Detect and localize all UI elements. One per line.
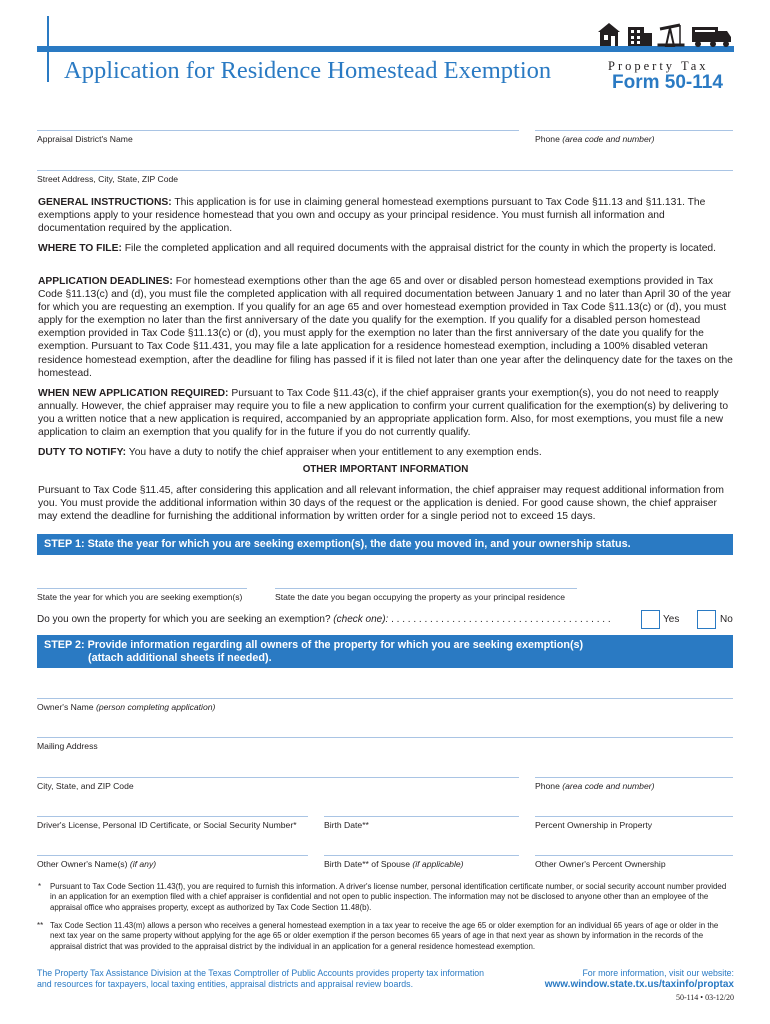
occupancy-date-label: State the date you began occupying the property as your principal residence: [275, 592, 565, 602]
step1-header: STEP 1: State the year for which you are seeking exemption(s), the date you moved in, and your ownership status.: [37, 534, 733, 555]
header-icons: [596, 19, 734, 49]
general-instructions: GENERAL INSTRUCTIONS: This application is for use in claiming general homestead exemptions pursuant to Tax Code §11.13 and §11.131. The exemptions apply to your residence homestead that you own and occupy as your principal residence. You must furnish all information and documentation required by the application.: [38, 197, 706, 235]
exemption-year-label: State the year for which you are seeking exemption(s): [37, 592, 243, 602]
mailing-address-line[interactable]: [37, 737, 733, 738]
footnote-1-marker: *: [38, 882, 42, 891]
form-title: Application for Residence Homestead Exemption: [64, 57, 552, 84]
oil-pump-icon: [658, 25, 684, 46]
appraisal-district-line[interactable]: [37, 130, 519, 131]
owner-phone-label: Phone (area code and number): [535, 781, 655, 791]
own-no-label: No: [720, 614, 733, 625]
appraisal-district-label: Appraisal District's Name: [37, 134, 133, 144]
percent-ownership-line[interactable]: [535, 816, 733, 817]
form-revision-code: 50-114 • 03-12/20: [675, 993, 734, 1002]
city-state-zip-line[interactable]: [37, 777, 519, 778]
owner-name-line[interactable]: [37, 698, 733, 699]
footer-website-link[interactable]: www.window.state.tx.us/taxinfo/proptax: [544, 979, 734, 990]
occupancy-date-line[interactable]: [275, 588, 577, 589]
mailing-address-label: Mailing Address: [37, 741, 98, 751]
own-yes-checkbox[interactable]: [641, 610, 660, 629]
house-icon: [598, 23, 620, 46]
street-address-label: Street Address, City, State, ZIP Code: [37, 174, 179, 184]
birth-date-line[interactable]: [324, 816, 519, 817]
office-building-icon: [628, 27, 652, 46]
form-number: Form 50-114: [612, 72, 723, 93]
street-address-line[interactable]: [37, 170, 733, 171]
owner-name-label: Owner's Name (person completing application): [37, 702, 216, 712]
id-number-label: Driver's License, Personal ID Certificate, or Social Security Number*: [37, 820, 297, 830]
own-no-checkbox[interactable]: [697, 610, 716, 629]
district-phone-label: Phone (area code and number): [535, 134, 655, 144]
other-info-text: Pursuant to Tax Code §11.45, after considering this application and all relevant information, the chief appraiser may request additional information from you. You must provide the additional information within 30 days of the request or the application is denied. For good cause shown, the chief appraiser may extend the deadline for furnishing the additional information by written order for a single period not to exceed 15 days.: [38, 485, 724, 523]
step2-header: STEP 2: Provide information regarding all owners of the property for which you are seeking exemption(s) (attach additional sheets if needed).: [37, 635, 733, 668]
other-info-heading: OTHER IMPORTANT INFORMATION: [302, 464, 469, 475]
birth-date-label: Birth Date**: [324, 820, 369, 830]
footnote-2-marker: **: [37, 921, 44, 930]
footer-description: The Property Tax Assistance Division at the Texas Comptroller of Public Accounts provides property tax information and resources for taxpayers, local taxing entities, appraisal districts and appraisal review boards.: [37, 968, 485, 990]
footnote-1-text: Pursuant to Tax Code Section 11.43(f), you are required to furnish this information. A driver's license number, personal identification certificate number, or social security account number provided in an application for an exemption filed with a chief appraiser is confidential and not open to public inspection. The information may not be disclosed to anyone other than an employee of the appraisal office who appraises property, except as authorized by Tax Code Section 11.48(b).: [50, 882, 727, 912]
footnote-2-text: Tax Code Section 11.43(m) allows a person who receives a general homestead exemption in a tax year to receive the age 65 or older exemption for an individual 65 years of age or older in the next tax year on the same property without applying for the age 65 or older exemption if the person becomes 65 years of age in that next year as shown by information in the records of the appraisal district that was provided to the appraisal district by the individual in an application for a general residence homestead exemption.: [50, 921, 719, 951]
other-owner-line[interactable]: [37, 855, 308, 856]
application-deadlines: APPLICATION DEADLINES: For homestead exemptions other than the age 65 and over or disabled person homestead exemptions provided in Tax Code §11.13(c) and (d), you must file the completed application with all required documentation between January 1 and no later than April 30 of the year for which you are requesting an exemption. If you qualify for an age 65 and over homestead exemption provided in Tax Code §11.13(c) or (d), you must apply for the exemption no later than the first anniversary of the date you qualify for the exemption. If you qualify for a disabled person homestead exemption provided in Tax Code §11.13(c) or (d), you must apply for the exemption no later than the first anniversary of the date you qualify for the exemption. Pursuant to Tax Code §11.431, you may file a late application for a residence homestead exemption, including a 100% disabled veteran residence homestead exemption, after the deadline for filing has passed if it is filed not later than one year after the delinquency date for the taxes on the homestead.: [38, 276, 733, 379]
duty-to-notify: DUTY TO NOTIFY: You have a duty to notify the chief appraiser when your entitlement to any exemption ends.: [38, 447, 542, 458]
form-category: Property Tax: [608, 59, 709, 73]
district-phone-line[interactable]: [535, 130, 733, 131]
truck-icon: [692, 27, 731, 47]
ownership-question: Do you own the property for which you are seeking an exemption? (check one): . . . . . . . . . . . . . . . . . . . . . . . . . . . . . . . . . . . . . . . .: [37, 614, 611, 625]
own-yes-label: Yes: [663, 614, 680, 625]
other-percent-line[interactable]: [535, 855, 733, 856]
owner-phone-line[interactable]: [535, 777, 733, 778]
percent-ownership-label: Percent Ownership in Property: [535, 820, 653, 830]
other-percent-label: Other Owner's Percent Ownership: [535, 859, 666, 869]
when-new-application-required: WHEN NEW APPLICATION REQUIRED: Pursuant to Tax Code §11.43(c), if the chief appraiser grants your exemption(s), you do not need to reapply annually. However, the chief appraiser may require you to file a new application to confirm your current qualification for the exemption(s) by delivering to you a written notice that a new application is required, accompanied by an appropriate application form. Also, for most exemptions, you must file a new application to claim an exemption that you qualify for in the future if you do not currently qualify.: [38, 388, 729, 439]
other-owner-label: Other Owner's Name(s) (if any): [37, 859, 157, 869]
spouse-birth-line[interactable]: [324, 855, 519, 856]
exemption-year-line[interactable]: [37, 588, 247, 589]
city-state-zip-label: City, State, and ZIP Code: [37, 781, 134, 791]
footer-more-info: For more information, visit our website:: [582, 968, 734, 978]
spouse-birth-label: Birth Date** of Spouse (if applicable): [324, 859, 464, 869]
id-number-line[interactable]: [37, 816, 308, 817]
where-to-file: WHERE TO FILE: File the completed application and all required documents with the appraisal district for the county in which the property is located.: [38, 243, 717, 254]
